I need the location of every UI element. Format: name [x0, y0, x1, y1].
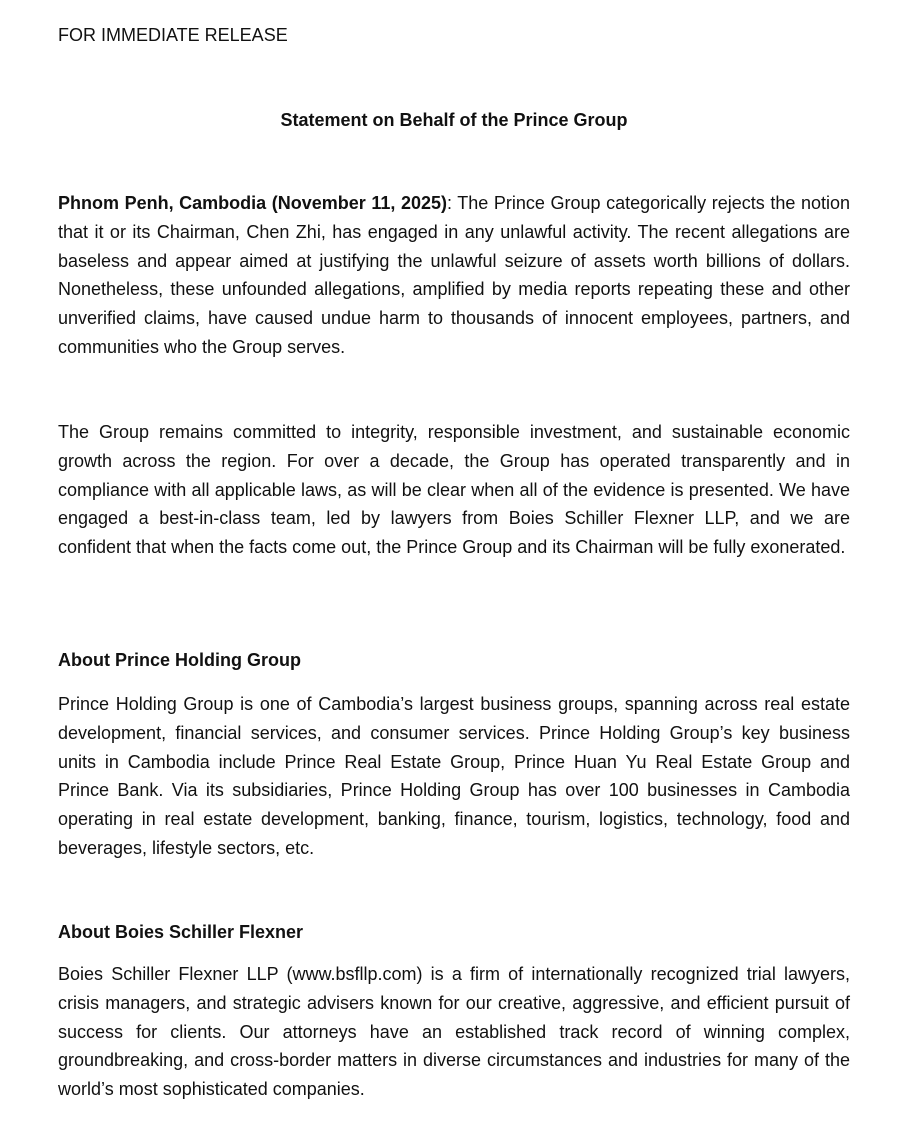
statement-paragraph-1-text: : The Prince Group categorically rejects the notion that it or its Chairman, Chen Zhi, has engaged in any unlawful activity. The recent allegations are baseless and appear aimed at justifying the unlawful seizure of assets worth billions of dollars. Nonetheless, these unfounded allegations, amplified by media reports repeating these and other unverified claims, have caused undue harm to thousands of innocent employees, partners, and communities who the Group serves. — [58, 193, 850, 357]
dateline: Phnom Penh, Cambodia (November 11, 2025) — [58, 193, 448, 213]
statement-paragraph-1 — [58, 189, 850, 362]
statement-paragraph-2: The Group remains committed to integrity, responsible investment, and sustainable economic growth across the region. For over a decade, the Group has operated transparently and in compliance with all applicable laws, as will be clear when all of the evidence is presented. We have engaged a best-in-class team, led by lawyers from Boies Schiller Flexner LLP, and we are confident that when the facts come out, the Prince Group and its Chairman will be fully exonerated. — [58, 422, 850, 558]
about-bsf-paragraph: Boies Schiller Flexner LLP (www.bsfllp.com) is a firm of internationally recognized trial lawyers, crisis managers, and strategic advisers known for our creative, aggressive, and efficient pursuit of success for clients. Our attorneys have an established track record of winning complex, groundbreaking, and cross-border matters in diverse circumstances and industries for many of the world’s most sophisticated companies. — [58, 964, 850, 1100]
about-prince-heading: About Prince Holding Group — [58, 650, 301, 670]
release-label: FOR IMMEDIATE RELEASE — [58, 25, 288, 45]
about-bsf-heading: About Boies Schiller Flexner — [58, 922, 304, 942]
statement-title: Statement on Behalf of the Prince Group — [280, 110, 628, 130]
about-prince-paragraph: Prince Holding Group is one of Cambodia’s largest business groups, spanning across real estate development, financial services, and consumer services. Prince Holding Group’s key business units in Cambodia include Prince Real Estate Group, Prince Huan Yu Real Estate Group and Prince Bank. Via its subsidiaries, Prince Holding Group has over 100 businesses in Cambodia operating in real estate development, banking, finance, tourism, logistics, technology, food and beverages, lifestyle sectors, etc. — [58, 694, 850, 858]
